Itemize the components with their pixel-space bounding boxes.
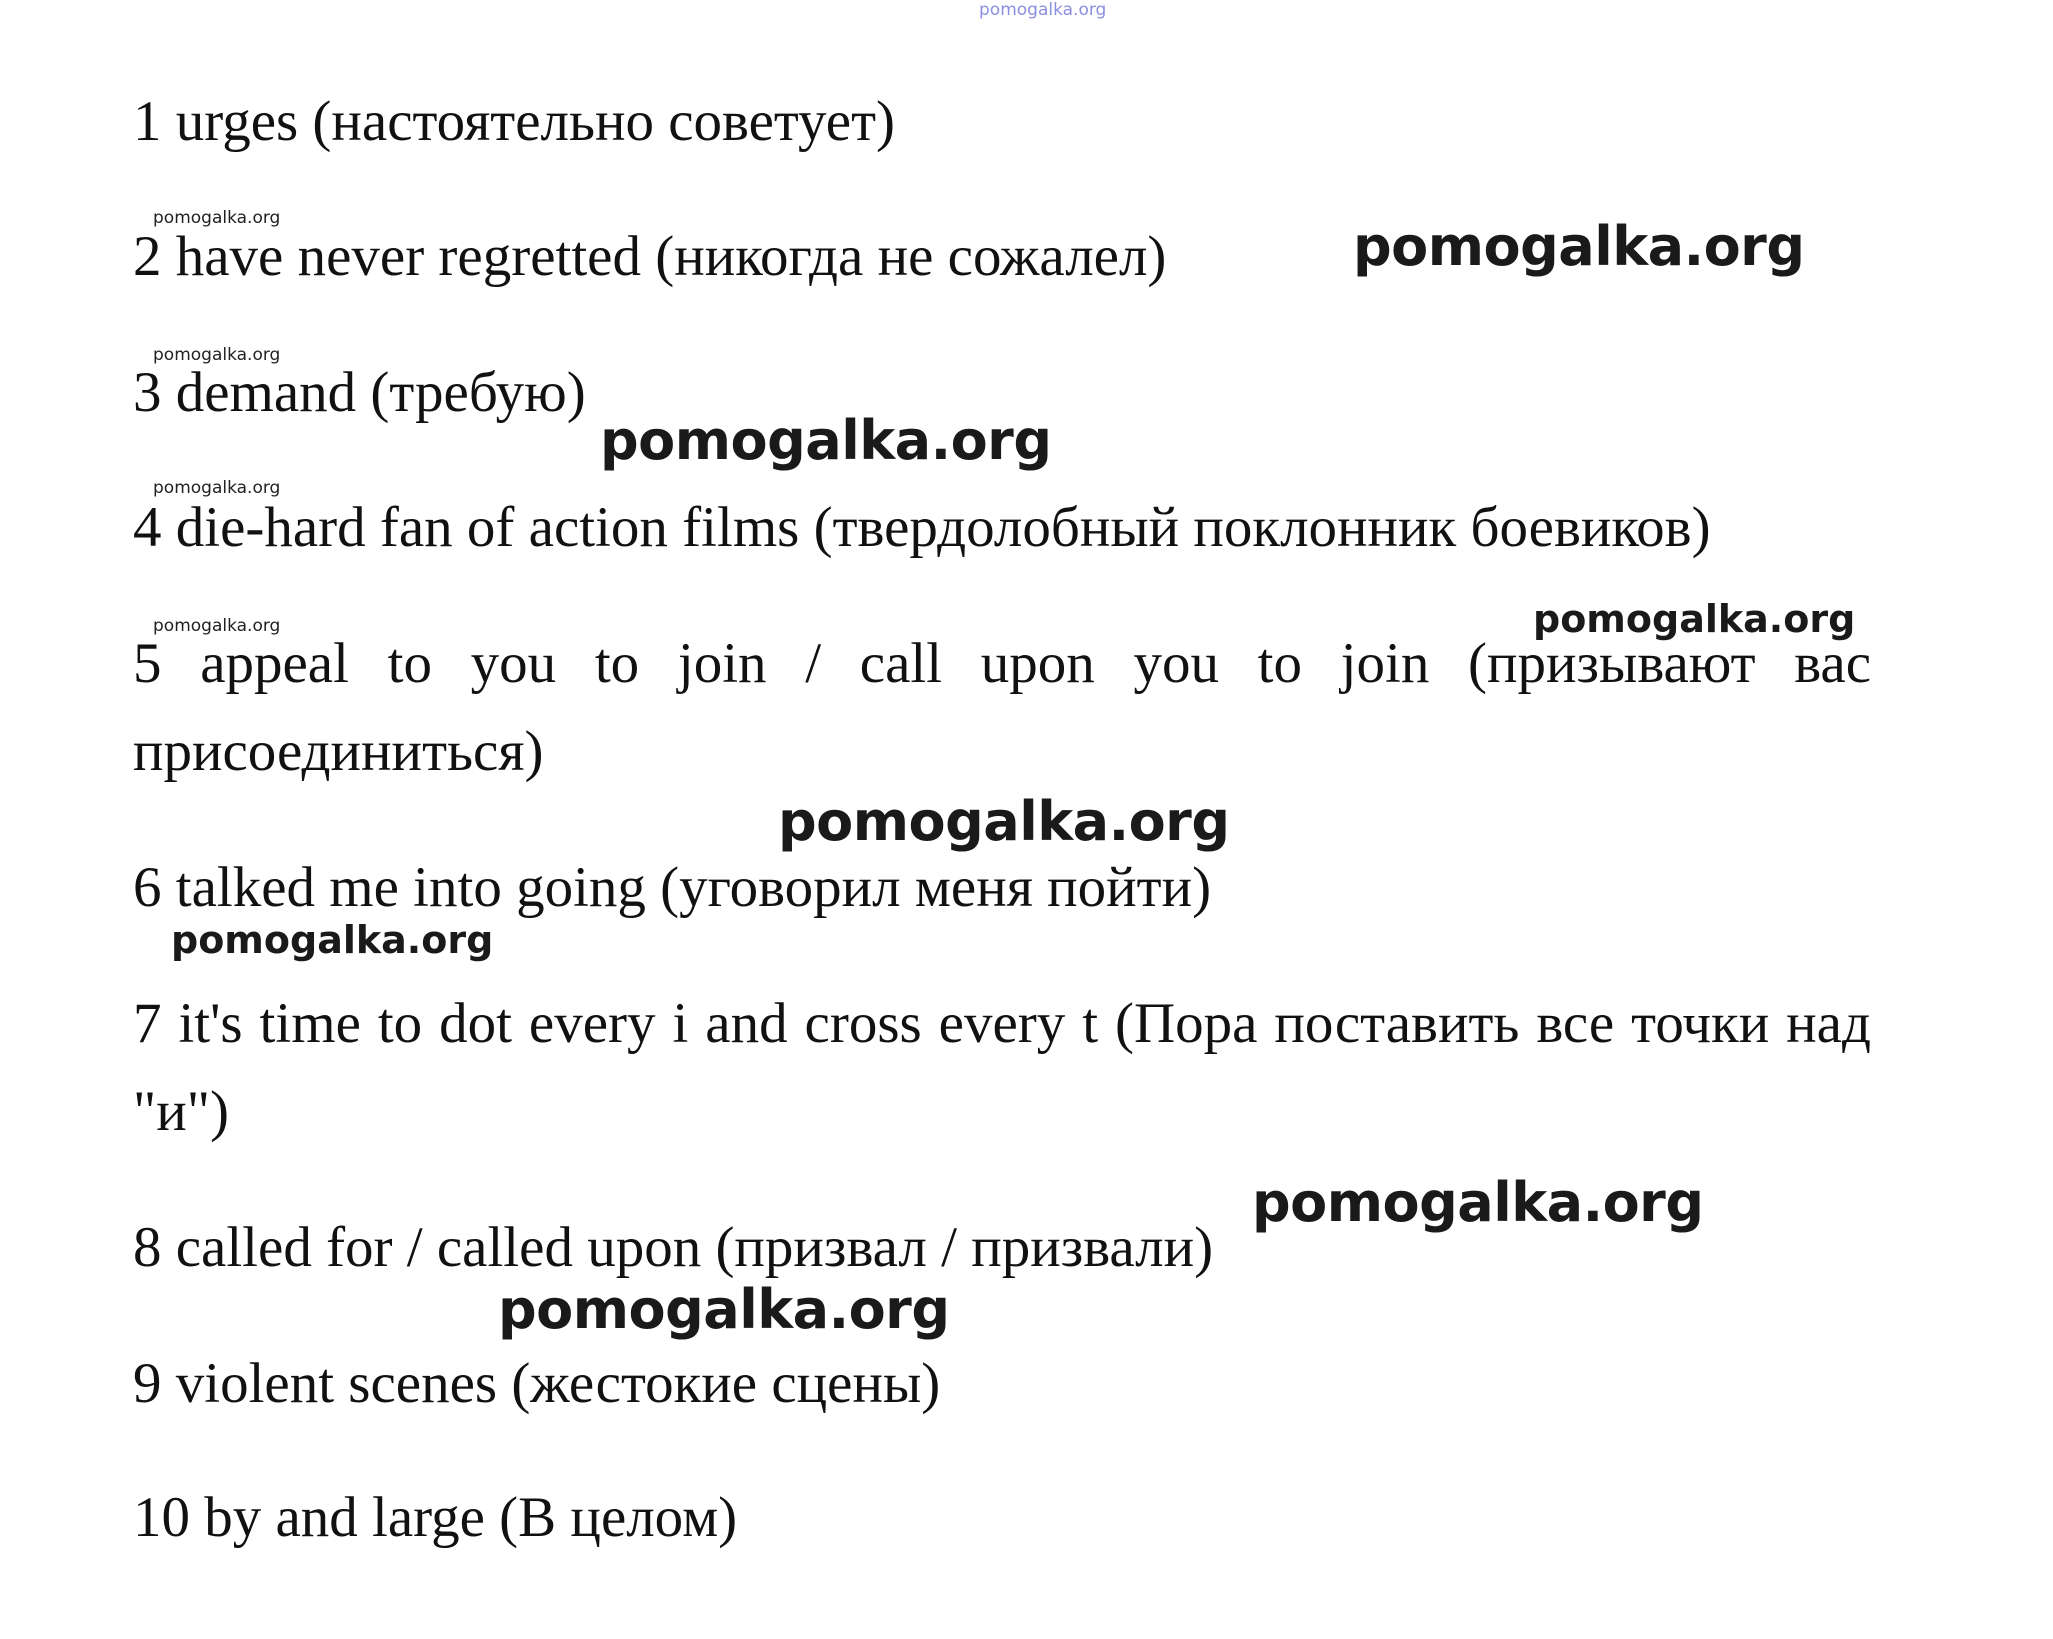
answer-9: 9 violent scenes (жестокие сцены): [133, 1352, 941, 1415]
watermark-medium: pomogalka.org: [171, 918, 494, 962]
answer-3: 3 demand (требую): [133, 361, 586, 424]
watermark-large: pomogalka.org: [498, 1278, 950, 1341]
watermark-large: pomogalka.org: [778, 790, 1230, 853]
watermark-small: pomogalka.org: [153, 478, 281, 498]
answer-4: 4 die-hard fan of action films (твердолобный поклонник боевиков): [133, 496, 1711, 559]
header-watermark: pomogalka.org: [979, 0, 1107, 20]
answer-8: 8 called for / called upon (призвал / призвали): [133, 1216, 1214, 1279]
watermark-medium: pomogalka.org: [1533, 597, 1856, 641]
watermark-small: pomogalka.org: [153, 616, 281, 636]
watermark-large: pomogalka.org: [1252, 1171, 1704, 1234]
answer-1: 1 urges (настоятельно советует): [133, 90, 895, 153]
watermark-large: pomogalka.org: [1353, 215, 1805, 278]
answer-5: 5 appeal to you to join / call upon you to join (призывают вас присоединиться): [133, 632, 1871, 783]
watermark-small: pomogalka.org: [153, 208, 281, 228]
answer-7: 7 it's time to dot every i and cross every t (Пора поставить все точки над "и"): [133, 992, 1871, 1143]
answer-10: 10 by and large (В целом): [133, 1486, 738, 1549]
watermark-large: pomogalka.org: [600, 409, 1052, 472]
answer-6: 6 talked me into going (уговорил меня пойти): [133, 856, 1212, 919]
watermark-small: pomogalka.org: [153, 345, 281, 365]
answer-2: 2 have never regretted (никогда не сожалел): [133, 225, 1167, 288]
